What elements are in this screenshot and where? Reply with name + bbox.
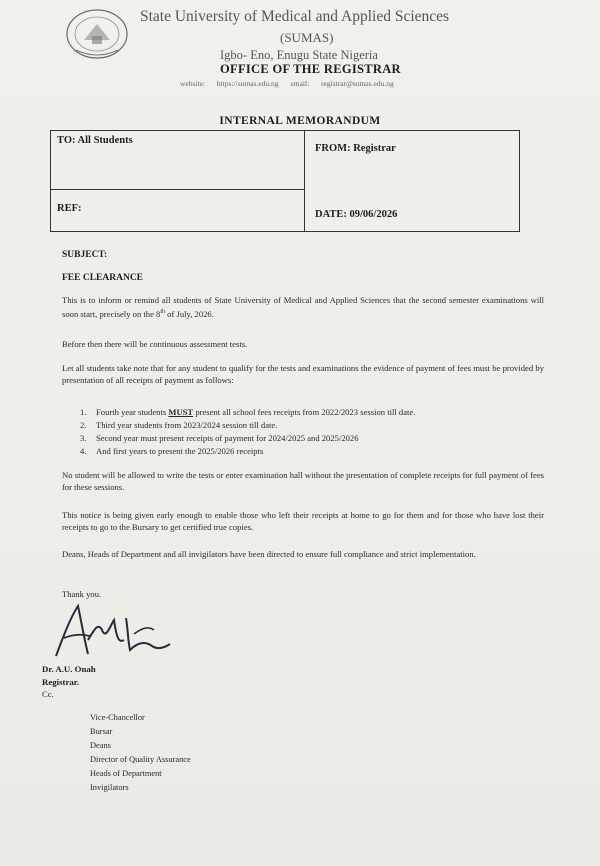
paragraph-assessment: Before then there will be continuous assessment tests. [62, 339, 248, 349]
list-item [80, 433, 550, 443]
memo-date: DATE: 09/06/2026 [315, 209, 398, 220]
paragraph-text: of July, 2026. [165, 309, 214, 320]
office-title: OFFICE OF THE REGISTRAR [220, 62, 401, 76]
cc-recipient: Invigilators [90, 783, 129, 792]
list-number: 2. [80, 420, 87, 430]
signatory-name: Dr. A.U. Onah [42, 664, 96, 674]
memo-to: TO: All Students [57, 135, 133, 146]
university-address: Igbo- Eno, Enugu State Nigeria [220, 48, 378, 62]
closing-text: Thank you. [62, 589, 102, 599]
list-text: And first years to present the 2025/2026 receipts [96, 446, 264, 456]
list-item [80, 407, 550, 417]
list-text: Third year students from 2023/2024 session till date. [96, 420, 278, 430]
website-text: website: https://sumas.edu.ng [180, 79, 279, 88]
ordinal-suffix: th [160, 309, 166, 316]
subject-text: FEE CLEARANCE [62, 273, 144, 283]
cc-recipient: Director of Quality Assurance [90, 755, 191, 764]
university-name: State University of Medical and Applied Sciences [140, 8, 450, 25]
university-crest-icon [62, 6, 132, 62]
signatory-title: Registrar. [42, 677, 80, 687]
paragraph-requirements: Let all students take note that for any student to qualify for the tests and examinations the evidence of payment of fees must be provided by presentation of all receipts of payment as follows: [62, 363, 544, 386]
cc-label: Cc. [42, 689, 54, 699]
list-emphasis: MUST [168, 407, 194, 417]
paragraph-exam-notice [62, 294, 544, 320]
list-number: 4. [80, 446, 87, 456]
list-text: Second year must present receipts of payment for 2024/2025 and 2025/2026 [96, 433, 359, 443]
cc-recipient: Vice-Chancellor [90, 713, 145, 722]
cc-recipient: Bursar [90, 727, 113, 736]
memo-header-table [50, 130, 520, 232]
university-abbreviation: (SUMAS) [280, 30, 334, 45]
list-text: present all school fees receipts from 2022/2023 session till date. [193, 407, 416, 417]
paragraph-compliance: Deans, Heads of Department and all invigilators have been directed to ensure full compliance and strict implementation. [62, 549, 476, 559]
memo-title: INTERNAL MEMORANDUM [219, 115, 381, 127]
email-text: email: registrar@sumas.edu.ng [290, 79, 394, 88]
list-item [80, 420, 550, 430]
list-number: 1. [80, 407, 87, 417]
cc-recipient: Deans [90, 741, 111, 750]
signature-icon [48, 600, 188, 662]
contact-line [180, 79, 394, 88]
list-number: 3. [80, 433, 87, 443]
subject-label: SUBJECT: [62, 250, 108, 260]
paragraph-no-entry: No student will be allowed to write the tests or enter examination hall without the presentation of complete receipts for full payment of fees for these sessions. [62, 470, 544, 493]
cc-recipient: Heads of Department [90, 769, 162, 778]
list-item [80, 446, 550, 456]
paragraph-early-notice: This notice is being given early enough to enable those who left their receipts at home to go for them and for those who have lost their receipts to go to the Bursary to get certified true copies. [62, 510, 544, 533]
memo-ref: REF: [57, 203, 82, 214]
table-horizontal-divider [51, 189, 304, 190]
list-text: Fourth year students [96, 407, 169, 417]
paragraph-text: This is to inform or remind all students of State University of Medical and Applied Sciences that the second semester examinations will soon start, precisely on the 8 [62, 295, 544, 320]
table-vertical-divider [304, 131, 305, 231]
memo-from: FROM: Registrar [315, 143, 396, 154]
